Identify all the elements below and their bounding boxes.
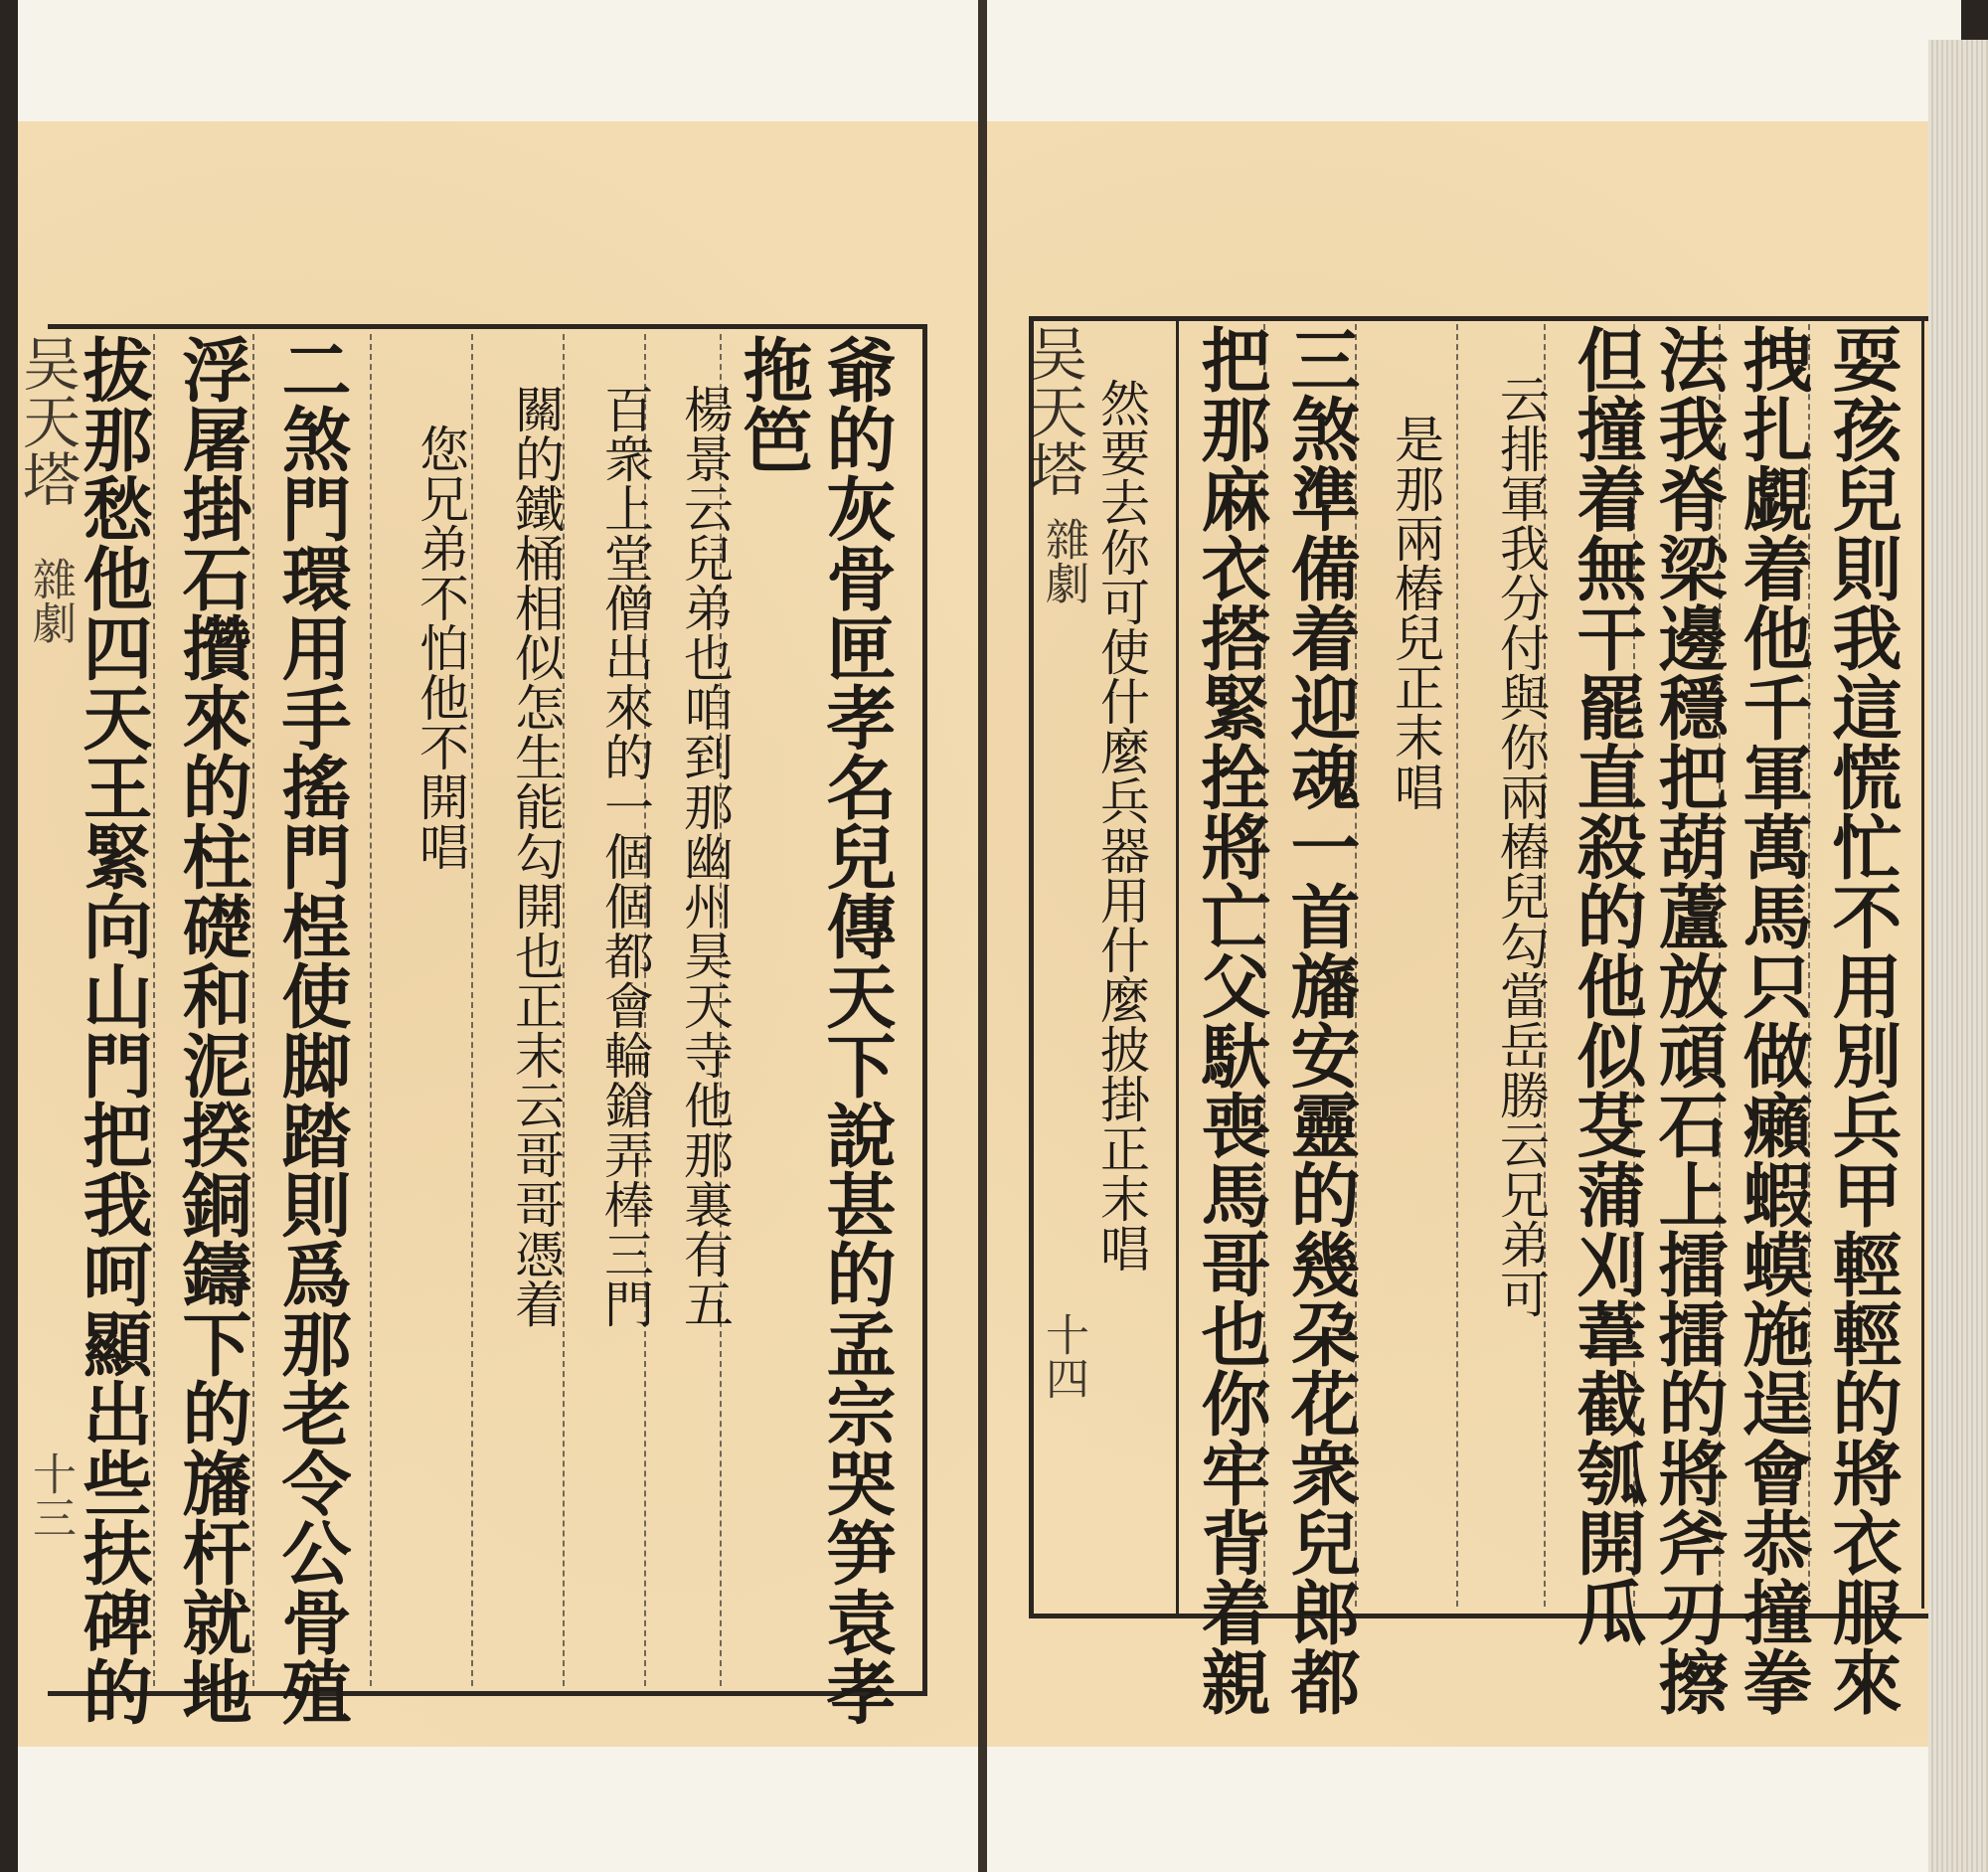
left-column-9: 拔那愁他四天王緊向山門把我呵顯出些扶碑的 <box>72 334 154 1726</box>
left-column-2: 拖笆 <box>732 334 814 473</box>
right-page <box>987 0 1961 1872</box>
left-column-5: 關的鐵桶相似怎生能勾開也正末云哥哥憑着 <box>507 384 565 1328</box>
book-fore-edge <box>1928 40 1988 1872</box>
left-column-4: 百衆上堂僧出來的一個個都會輪鎗弄棒三門 <box>596 384 654 1328</box>
left-margin-section: 雜劇 <box>25 557 76 644</box>
left-column-6: 您兄弟不怕他不開唱 <box>412 424 469 871</box>
left-column-3: 楊景云兒弟也咱到那幽州昊天寺他那裏有五 <box>676 384 734 1328</box>
left-margin-folio: 十三 <box>25 1451 76 1539</box>
right-column-1: 耍孩兒則我這慌忙不用別兵甲輕輕的將衣服來 <box>1821 324 1904 1716</box>
right-margin-section: 雜劇 <box>1038 517 1088 604</box>
right-column-7: 三煞準備着迎魂一首旛安靈的幾朶花衆兒郎都 <box>1279 324 1362 1716</box>
right-column-2: 拽扎覷着他千軍萬馬只做癩蝦蟆施逞會恭撞拳 <box>1732 324 1814 1716</box>
left-margin-title: 吴天塔 <box>13 334 81 507</box>
right-top-line: 然要去你可使什麼兵器用什麼披掛正末唱 <box>1092 378 1150 1273</box>
right-margin-title: 吴天塔 <box>1020 324 1087 497</box>
left-page <box>13 0 978 1872</box>
right-column-4: 但撞着無干罷直殺的他似芟蒲刈葦截瓠開瓜 <box>1566 324 1648 1646</box>
left-column-8: 浮屠掛石攢來的柱礎和泥揆銅鑄下的旛杆就地 <box>171 334 253 1726</box>
left-column-1: 爺的灰骨匣孝名兒傳天下說甚的孟宗哭笋袁孝 <box>815 334 898 1726</box>
book-gutter <box>978 0 987 1872</box>
left-column-7: 二煞門環用手搖門桯使脚踏則爲那老令公骨殖 <box>270 334 353 1726</box>
right-column-3: 法我脊梁邊穩把葫蘆放頑石上擂擂的將斧刃擦 <box>1647 324 1730 1716</box>
right-column-8: 把那麻衣搭緊拴將亡父馱喪馬哥也你牢背着親 <box>1190 324 1272 1716</box>
right-column-6: 是那兩樁兒正末唱 <box>1387 414 1444 811</box>
right-margin-folio: 十四 <box>1038 1312 1088 1400</box>
right-column-5: 云排軍我分付與你兩樁兒勾當岳勝云兄弟可 <box>1492 374 1550 1318</box>
